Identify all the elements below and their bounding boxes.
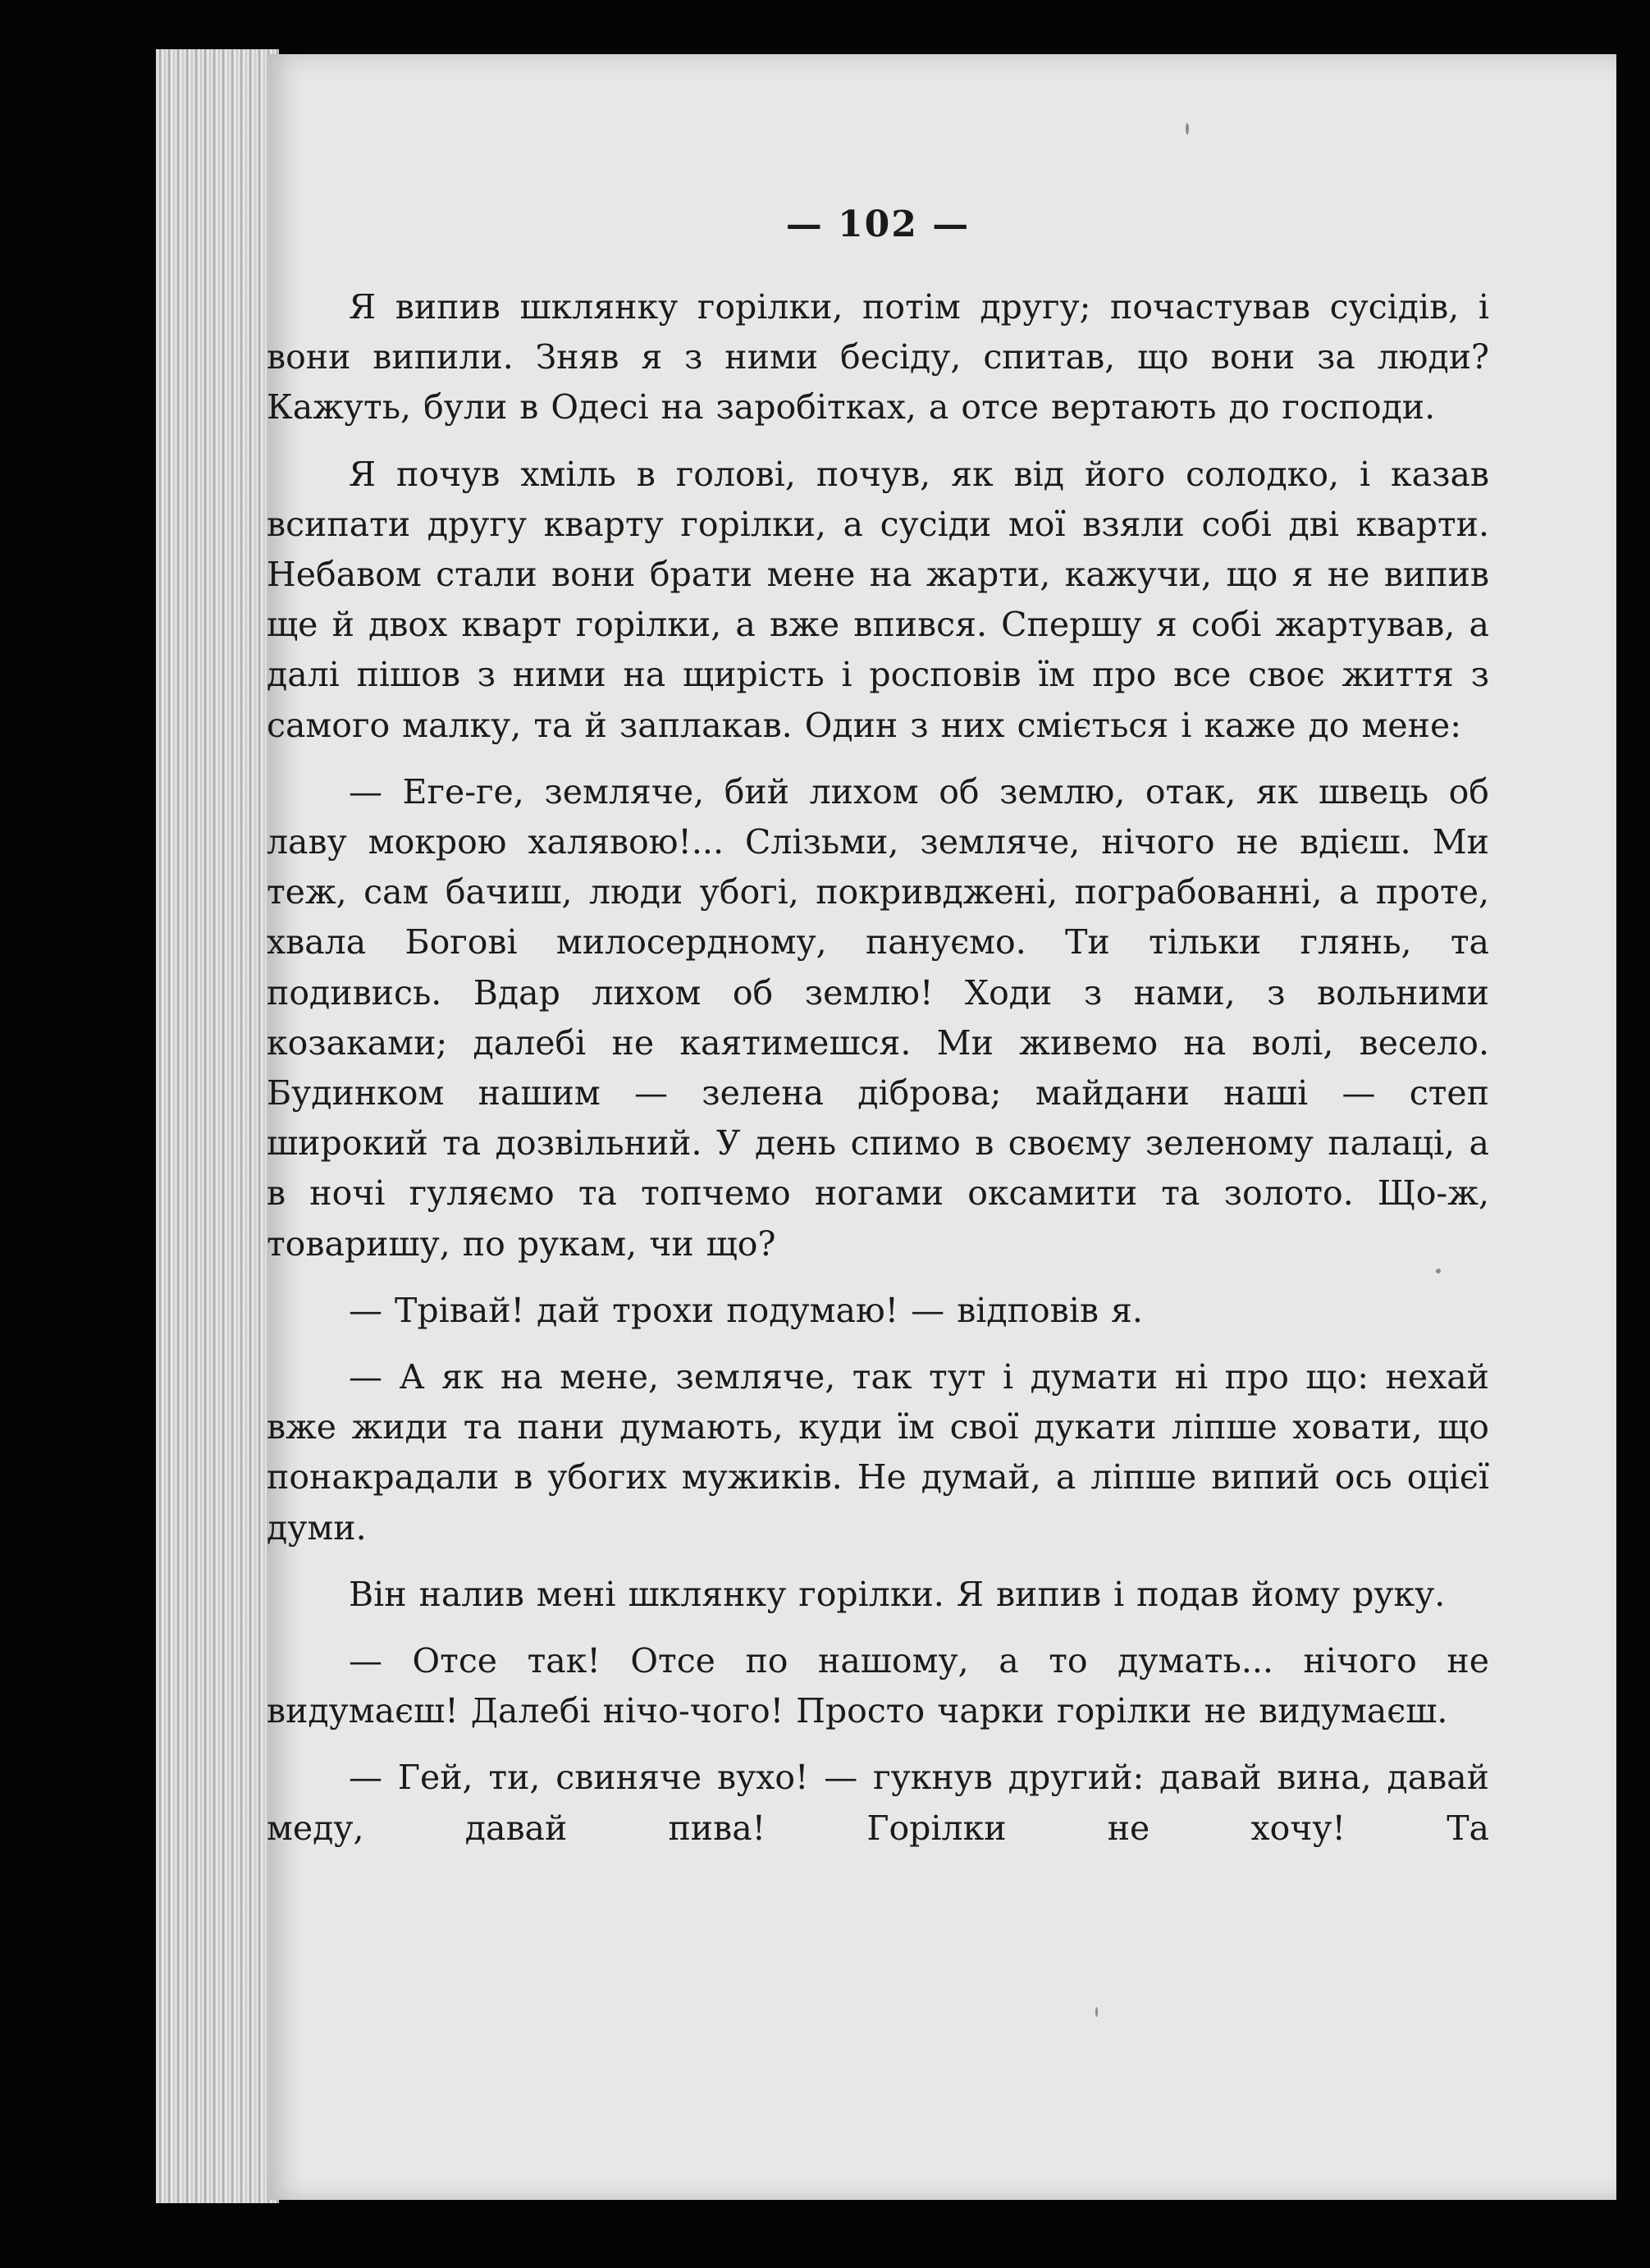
book-page-edges bbox=[156, 49, 279, 2203]
paragraph: Я випив шклянку горілки, потім другу; почастував сусідів, і вони випили. Зняв я з ними бесіду, спитав, що вони за люди? Кажуть, були в Одесі на заробітках, а отсе вертають до господи. bbox=[267, 287, 1489, 428]
ink-speck bbox=[1095, 2007, 1098, 2017]
body-text bbox=[267, 282, 1489, 1870]
paragraph: — Гей, ти, свиняче вухо! — гукнув другий: давай вина, давай меду, давай пива! Горілки не хочу! Та bbox=[267, 1758, 1489, 1848]
paragraph: — Отсе так! Отсе по нашому, а то думать... нічого не видумаєш! Далебі нічо-чого! Просто чарки горілки не видумаєш. bbox=[267, 1641, 1489, 1731]
paragraph: — А як на мене, земляче, так тут і думати ні про що: нехай вже жиди та пани думають, куди їм свої дукати лiпше ховати, що понакрадали в убогих мужиків. Не думай, а лiпше випий ось оцієї думи. bbox=[267, 1357, 1489, 1548]
paragraph: Він налив мені шклянку горілки. Я випив і подав йому руку. bbox=[349, 1574, 1446, 1614]
paragraph: — Еге-ге, земляче, бий лихом об землю, отак, як швець об лаву мокрою халявою!... Слізьми, земляче, нічого не вдієш. Ми теж, сам бачиш, люди убогі, покривджені, пограбованні, а проте, хвала Богові милосердному, пануємо. Ти тільки глянь, та подивись. Вдар лихом об землю! Ходи з нами, з вольними козаками; далебі не каятимешся. Ми живемо на волі, весело. Будинком нашим — зелена діброва; майдани наші — степ широкий та дозвільний. У день спимо в своєму зеленому палаці, а в ночі гуляємо та топчемо ногами оксамити та золото. Що-ж, товаришу, по рукам, чи що? bbox=[267, 771, 1489, 1264]
page-text-block bbox=[267, 203, 1489, 1968]
paragraph: — Трівай! дай трохи подумаю! — відповів я. bbox=[349, 1290, 1143, 1330]
paragraph: Я почув хміль в голові, почув, як від його солодко, і казав всипати другу кварту горілки, а сусіди мої взяли собі дві кварти. Небавом стали вони брати мене на жарти, кажучи, що я не випив ще й двох кварт горілки, а вже впився. Спершу я собі жартував, а далі пішов з ними на щирість і росповів їм про все своє життя з самого малку, та й заплакав. Один з них сміється і каже до мене: bbox=[267, 454, 1489, 745]
page-number: — 102 — bbox=[785, 203, 971, 245]
ink-speck bbox=[1186, 123, 1189, 135]
